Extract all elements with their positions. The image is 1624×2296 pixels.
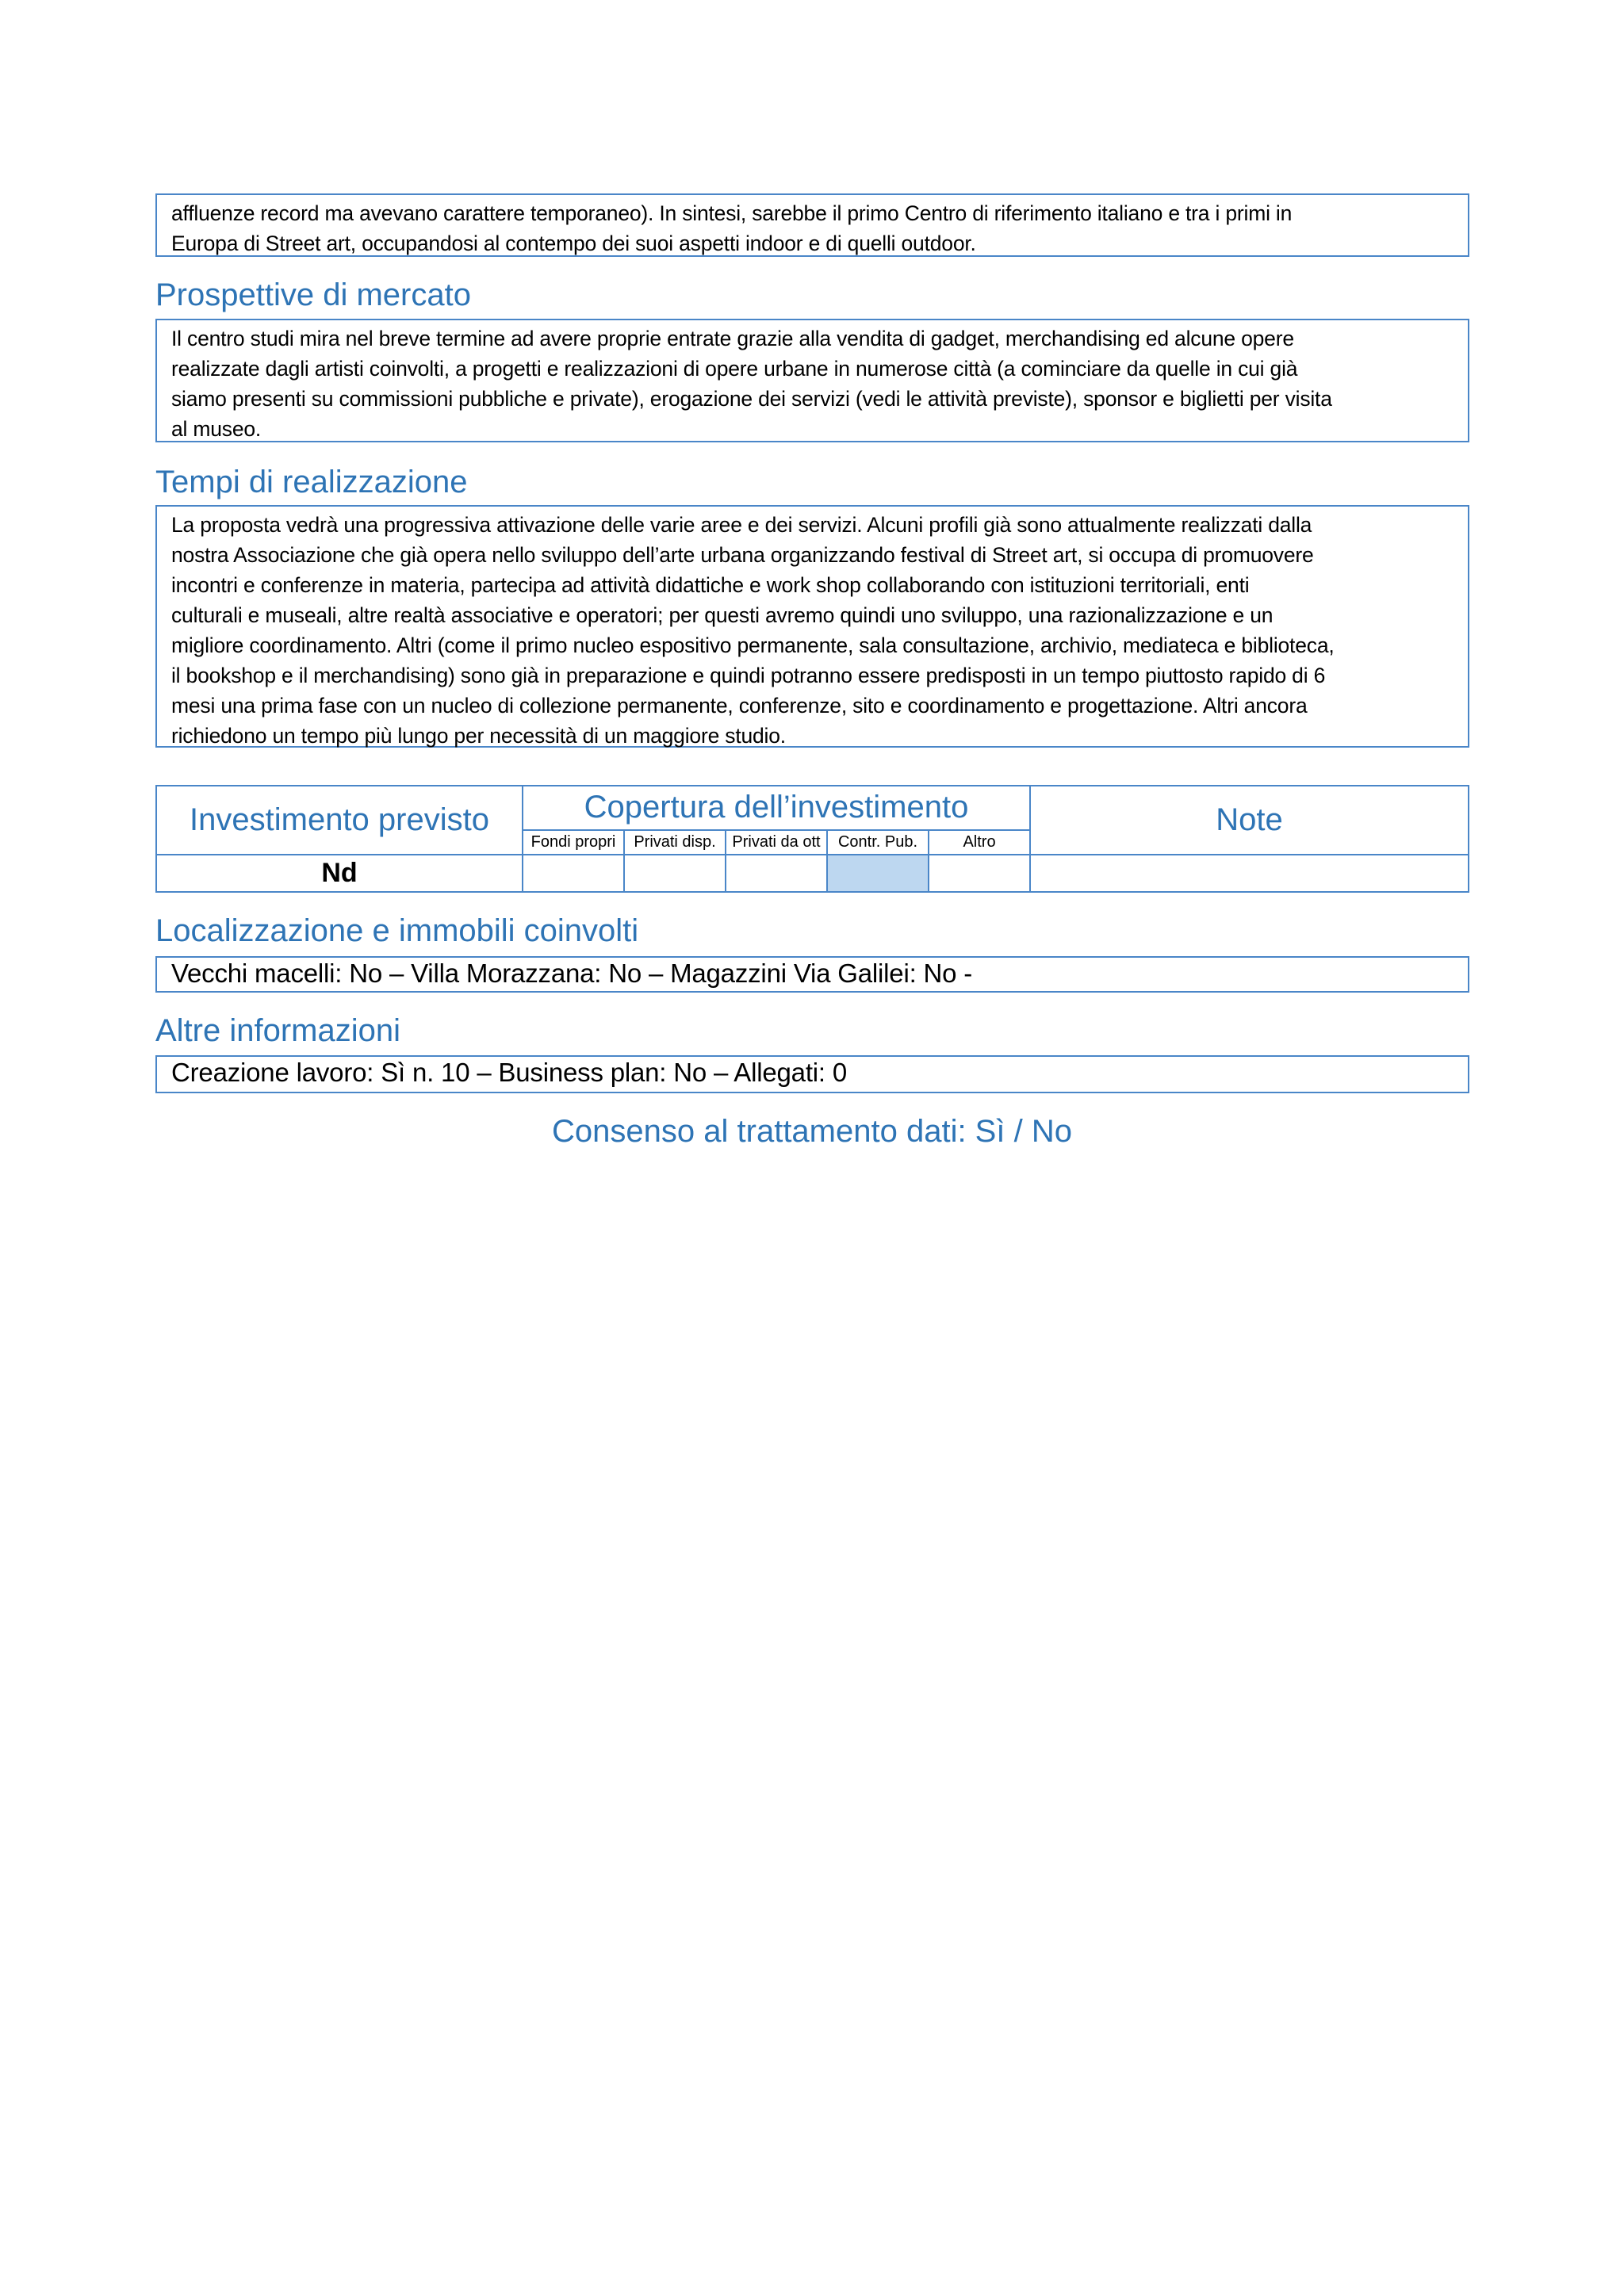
timing-line: culturali e museali, altre realtà associative e operatori; per questi avremo quindi uno sviluppo, una razionalizzazione e un (171, 603, 1274, 627)
coverage-header-cell (523, 786, 1031, 831)
coverage-subheader: Privati da ott (732, 833, 821, 851)
coverage-subheader: Altro (963, 833, 996, 851)
investment-value-cell (157, 855, 523, 891)
market-box (155, 319, 1469, 442)
other-box (155, 1055, 1469, 1093)
location-heading: Localizzazione e immobili coinvolti (155, 913, 639, 948)
timing-line: migliore coordinamento. Altri (come il primo nucleo espositivo permanente, sala consultazione, archivio, mediateca e biblioteca, (171, 633, 1335, 657)
intro-line: affluenze record ma avevano carattere temporaneo). In sintesi, sarebbe il primo Centro di riferimento italiano e tra i primi in (171, 201, 1293, 225)
location-text: Vecchi macelli: No – Villa Morazzana: No – Magazzini Via Galilei: No - (171, 959, 973, 988)
coverage-value-cell (625, 855, 726, 891)
timing-line: il bookshop e il merchandising) sono già in preparazione e quindi potranno essere predisposti in un tempo piuttosto rapido di 6 (171, 664, 1326, 687)
coverage-subheader: Fondi propri (530, 833, 616, 851)
coverage-value-cell (929, 855, 1031, 891)
investment-header: Investimento previsto (190, 802, 489, 837)
coverage-value-cell (726, 855, 828, 891)
market-line: realizzate dagli artisti coinvolti, a progetti e realizzazioni di opere urbane in numerose città (a cominciare da quelle in cui già (171, 357, 1298, 381)
other-heading: Altre informazioni (155, 1013, 401, 1048)
timing-line: mesi una prima fase con un nucleo di collezione permanente, conferenze, sito e coordinamento e progettazione. Altri ancora (171, 694, 1308, 718)
timing-line: incontri e conferenze in materia, partecipa ad attività didattiche e work shop collaborando con istituzioni territoriali, enti (171, 573, 1250, 597)
consent-text: Consenso al trattamento dati: Sì / No (552, 1114, 1072, 1149)
market-line: siamo presenti su commissioni pubbliche e private), erogazione dei servizi (vedi le attività previste), sponsor e biglietti per visita (171, 387, 1332, 411)
coverage-subheader-cell (523, 831, 625, 855)
market-line: al museo. (171, 417, 262, 441)
coverage-value-cell (523, 855, 625, 891)
intro-box (155, 193, 1469, 257)
timing-line: nostra Associazione che già opera nello sviluppo dell’arte urbana organizzando festival di Street art, si occupa di promuovere (171, 543, 1314, 567)
other-text: Creazione lavoro: Sì n. 10 – Business plan: No – Allegati: 0 (171, 1058, 848, 1087)
market-heading: Prospettive di mercato (155, 277, 471, 312)
timing-heading: Tempi di realizzazione (155, 465, 468, 499)
investment-value: Nd (321, 858, 358, 888)
timing-box (155, 505, 1469, 748)
investment-table (155, 785, 1469, 893)
coverage-subheader-cell (726, 831, 828, 855)
coverage-subheader: Contr. Pub. (837, 833, 918, 851)
coverage-header: Copertura dell’investimento (584, 790, 969, 825)
location-box (155, 956, 1469, 993)
coverage-subheader: Privati disp. (634, 833, 716, 851)
investment-header-cell (157, 786, 523, 855)
timing-line: richiedono un tempo più lungo per necessità di un maggiore studio. (171, 724, 786, 748)
intro-line: Europa di Street art, occupandosi al contempo dei suoi aspetti indoor e di quelli outdoor. (171, 232, 976, 255)
coverage-subheader-cell (929, 831, 1031, 855)
notes-header: Note (1216, 802, 1283, 837)
coverage-value-cell-highlighted (828, 855, 929, 891)
coverage-subheader-cell (828, 831, 929, 855)
market-line: Il centro studi mira nel breve termine ad avere proprie entrate grazie alla vendita di gadget, merchandising ed alcune opere (171, 327, 1294, 350)
timing-line: La proposta vedrà una progressiva attivazione delle varie aree e dei servizi. Alcuni profili già sono attualmente realizzati dalla (171, 513, 1312, 537)
notes-header-cell (1031, 786, 1468, 855)
notes-value-cell (1031, 855, 1468, 891)
coverage-subheader-cell (625, 831, 726, 855)
